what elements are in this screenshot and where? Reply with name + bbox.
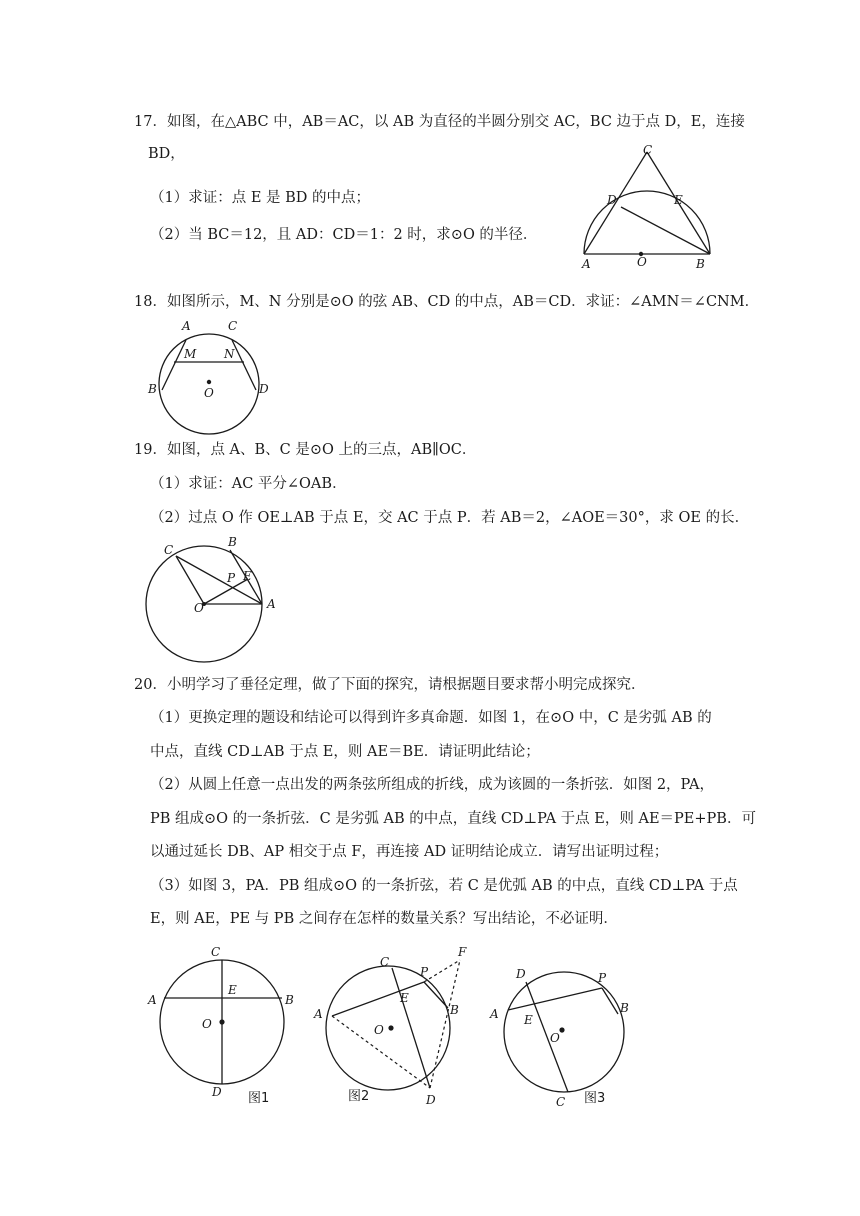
q18-label-d: D (259, 382, 269, 396)
q19-stem: 19．如图，点 A、B、C 是⊙O 上的三点，AB∥OC． (134, 442, 477, 458)
q18-label-a: A (182, 319, 191, 333)
q19-label-b: B (228, 535, 237, 549)
fig1-label-o: O (202, 1017, 212, 1031)
fig3-center-point (559, 1027, 564, 1032)
q18-label-o: O (204, 386, 214, 400)
q20-part1-line1: （1）更换定理的题设和结论可以得到许多真命题．如图 1，在⊙O 中，C 是劣弧 AB 的 (150, 710, 712, 726)
q17-part2: （2）当 BC＝12，且 AD：CD＝1：2 时，求⊙O 的半径． (150, 227, 538, 243)
q17-label-b: B (696, 257, 705, 271)
fig1-label-e: E (228, 983, 237, 997)
fig3-line-dc (526, 982, 568, 1092)
fig3-label-p: P (598, 971, 607, 985)
q17-label-e: E (674, 193, 683, 207)
q17-label-o: O (637, 255, 647, 269)
q18-center-point (207, 380, 211, 384)
q19-part2: （2）过点 O 作 OE⊥AB 于点 E，交 AC 于点 P．若 AB＝2，∠AOE＝30°，求 OE 的长． (150, 510, 750, 526)
fig2-label-p: P (420, 965, 429, 979)
q20-stem: 20．小明学习了垂径定理，做了下面的探究，请根据题目要求帮小明完成探究． (134, 677, 646, 693)
q17-figure (576, 140, 726, 272)
fig2-label-d: D (426, 1093, 436, 1107)
fig3-label-c: C (556, 1095, 566, 1109)
q19-label-c: C (164, 543, 174, 557)
q19-label-e: E (243, 569, 252, 583)
fig1-label-b: B (285, 993, 294, 1007)
q19-label-a: A (267, 597, 276, 611)
q18-label-b: B (148, 382, 157, 396)
q18-label-c: C (228, 319, 238, 333)
q17-label-a: A (582, 257, 591, 271)
fig2-label-f: F (458, 945, 467, 959)
fig1-label-d: D (212, 1085, 222, 1099)
q20-part2-line1: （2）从圆上任意一点出发的两条弦所组成的折线，成为该圆的一条折弦．如图 2，PA， (150, 777, 714, 793)
q17-part1: （1）求证：点 E 是 BD 的中点； (150, 190, 371, 206)
fig1-caption: 图1 (248, 1091, 270, 1106)
q20-part2-line3: 以通过延长 DB、AP 相交于点 F，再连接 AD 证明结论成立．请写出证明过程； (150, 844, 669, 860)
q20-part3-line1: （3）如图 3，PA．PB 组成⊙O 的一条折弦，若 C 是优弧 AB 的中点，直线 CD⊥PA 于点 (150, 878, 738, 894)
fig2-circle (326, 966, 450, 1090)
q18-label-n: N (224, 347, 235, 361)
q17-stem-line2: BD， (148, 146, 185, 162)
q17-segment-bd (621, 207, 710, 254)
q18-stem: 18．如图所示，M、N 分别是⊙O 的弦 AB、CD 的中点，AB＝CD．求证：∠AMN＝∠CNM． (134, 294, 760, 310)
fig3-label-b: B (620, 1001, 629, 1015)
q20-figure-1 (144, 942, 304, 1110)
q20-figure-3 (486, 958, 646, 1108)
fig2-line-cd (392, 968, 430, 1088)
q17-label-d: D (607, 193, 617, 207)
q20-part3-line2: E，则 AE，PE 与 PB 之间存在怎样的数量关系？写出结论，不必证明． (150, 911, 618, 927)
fig2-extension-df (430, 960, 460, 1088)
fig2-caption: 图2 (348, 1089, 370, 1104)
q19-part1: （1）求证：AC 平分∠OAB． (150, 476, 347, 492)
q19-figure (146, 536, 286, 666)
q18-label-m: M (184, 347, 197, 361)
fig1-center-point (219, 1019, 224, 1024)
fig3-label-d: D (516, 967, 526, 981)
fig1-label-a: A (148, 993, 157, 1007)
fig3-caption: 图3 (584, 1091, 606, 1106)
q19-segment-oe (204, 579, 248, 604)
q20-part1-line2: 中点，直线 CD⊥AB 于点 E，则 AE＝BE．请证明此结论； (150, 744, 540, 760)
fig1-label-c: C (211, 945, 221, 959)
fig2-label-b: B (450, 1003, 459, 1017)
fig2-chord-pb (424, 982, 448, 1008)
q20-part2-line2: PB 组成⊙O 的一条折弦．C 是劣弧 AB 的中点，直线 CD⊥PA 于点 E，则 AE＝PE+PB．可 (150, 811, 756, 827)
fig3-circle (504, 972, 624, 1092)
fig3-chord-ap (508, 988, 602, 1010)
q18-figure (146, 318, 272, 428)
fig2-extension-pf (424, 960, 460, 982)
fig3-label-o: O (550, 1031, 560, 1045)
q19-label-o: O (194, 601, 204, 615)
q17-stem-line1: 17．如图，在△ABC 中，AB＝AC，以 AB 为直径的半圆分别交 AC，BC 边于点 D，E，连接 (134, 114, 745, 130)
fig2-label-c: C (380, 955, 390, 969)
fig2-label-a: A (314, 1007, 323, 1021)
q20-figure-2 (312, 942, 484, 1110)
q19-label-p: P (227, 571, 236, 585)
fig3-label-e: E (524, 1013, 533, 1027)
fig2-label-o: O (374, 1023, 384, 1037)
fig3-label-a: A (490, 1007, 499, 1021)
q17-label-c: C (643, 143, 653, 157)
fig2-center-point (388, 1025, 393, 1030)
fig2-chord-ap (332, 982, 424, 1016)
fig2-label-e: E (400, 991, 409, 1005)
